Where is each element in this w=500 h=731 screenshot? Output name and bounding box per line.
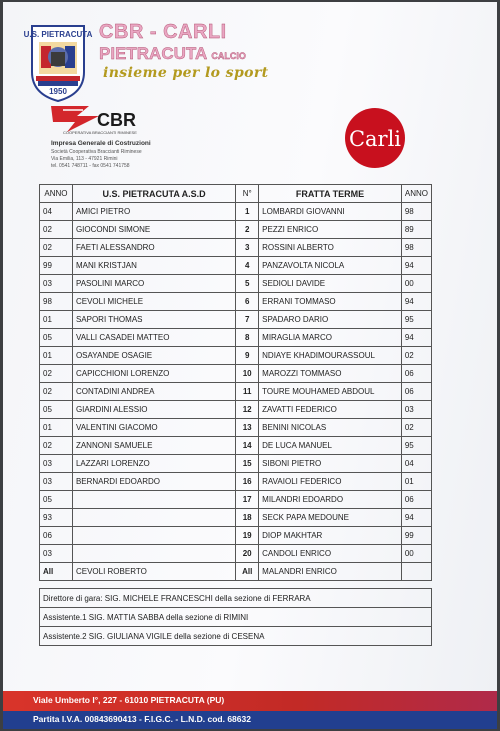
roster-body xyxy=(40,203,432,581)
cell-year-home: All xyxy=(40,563,73,581)
cell-number: 8 xyxy=(236,329,259,347)
table-row xyxy=(40,491,432,509)
cell-year-away: 00 xyxy=(401,275,431,293)
cell-number: 3 xyxy=(236,239,259,257)
cell-name-away: SECK PAPA MEDOUNE xyxy=(259,509,402,527)
header-year-away: ANNO xyxy=(401,185,431,203)
cell-name-away: MIRAGLIA MARCO xyxy=(259,329,402,347)
cbr-logo xyxy=(49,102,149,136)
cell-number: 14 xyxy=(236,437,259,455)
carli-logo xyxy=(340,107,410,169)
header-subtitle-main: PIETRACUTA xyxy=(99,44,207,63)
cell-year-away: 94 xyxy=(401,293,431,311)
cell-number: 17 xyxy=(236,491,259,509)
cell-name-away: ROSSINI ALBERTO xyxy=(259,239,402,257)
cbr-address xyxy=(51,149,142,170)
cell-year-home: 03 xyxy=(40,473,73,491)
cell-name-away: MAROZZI TOMMASO xyxy=(259,365,402,383)
cell-name-away: LOMBARDI GIOVANNI xyxy=(259,203,402,221)
cell-number: 6 xyxy=(236,293,259,311)
cell-year-home: 02 xyxy=(40,437,73,455)
header-motto: insieme per lo sport xyxy=(103,65,269,81)
table-row xyxy=(40,221,432,239)
cell-name-home: AMICI PIETRO xyxy=(72,203,235,221)
cell-name-away: TOURE MOUHAMED ABDOUL xyxy=(259,383,402,401)
cell-name-away: MALANDRI ENRICO xyxy=(259,563,402,581)
table-row xyxy=(40,419,432,437)
cell-year-home: 06 xyxy=(40,527,73,545)
cell-name-away: PEZZI ENRICO xyxy=(259,221,402,239)
cell-year-home: 02 xyxy=(40,239,73,257)
table-row xyxy=(40,275,432,293)
table-row xyxy=(40,401,432,419)
cell-year-home: 01 xyxy=(40,347,73,365)
cell-year-home: 01 xyxy=(40,311,73,329)
roster-table xyxy=(39,184,432,581)
cell-year-away: 02 xyxy=(401,419,431,437)
match-sheet xyxy=(3,2,497,729)
table-row xyxy=(40,437,432,455)
table-row xyxy=(40,455,432,473)
cell-name-home: OSAYANDE OSAGIE xyxy=(72,347,235,365)
crest-year: 1950 xyxy=(49,87,67,96)
cell-name-home: PASOLINI MARCO xyxy=(72,275,235,293)
cell-year-away: 06 xyxy=(401,491,431,509)
table-row xyxy=(40,311,432,329)
cell-number: All xyxy=(236,563,259,581)
header-subtitle-calcio: CALCIO xyxy=(211,51,246,61)
cell-name-home xyxy=(72,509,235,527)
officials-table xyxy=(39,588,432,646)
cell-name-home: GIOCONDI SIMONE xyxy=(72,221,235,239)
cbr-address-line: Via Emilia, 113 - 47921 Rimini xyxy=(51,156,118,162)
cbr-company: Impresa Generale di Costruzioni xyxy=(51,140,151,147)
cell-year-home: 05 xyxy=(40,329,73,347)
cell-number: 12 xyxy=(236,401,259,419)
cell-number: 13 xyxy=(236,419,259,437)
cell-year-away: 95 xyxy=(401,311,431,329)
table-row xyxy=(40,329,432,347)
cell-name-away: ZAVATTI FEDERICO xyxy=(259,401,402,419)
cell-number: 4 xyxy=(236,257,259,275)
cell-name-away: RAVAIOLI FEDERICO xyxy=(259,473,402,491)
cell-year-home: 93 xyxy=(40,509,73,527)
table-row xyxy=(40,239,432,257)
header-team-home: U.S. PIETRACUTA A.S.D xyxy=(72,185,235,203)
cell-name-home: BERNARDI EDOARDO xyxy=(72,473,235,491)
cell-year-home: 03 xyxy=(40,545,73,563)
cell-name-home xyxy=(72,491,235,509)
table-row xyxy=(40,509,432,527)
cell-year-home: 05 xyxy=(40,491,73,509)
cell-number: 5 xyxy=(236,275,259,293)
cell-name-home: SAPORI THOMAS xyxy=(72,311,235,329)
header-subtitle xyxy=(99,44,246,64)
header-number: N° xyxy=(236,185,259,203)
footer-vat: Partita I.V.A. 00843690413 - F.I.G.C. - L.N.D. cod. 68632 xyxy=(33,714,251,724)
header-team-away: FRATTA TERME xyxy=(259,185,402,203)
cell-year-home: 99 xyxy=(40,257,73,275)
table-row xyxy=(40,365,432,383)
cell-year-home: 02 xyxy=(40,221,73,239)
cell-name-home: CEVOLI MICHELE xyxy=(72,293,235,311)
cell-year-away: 98 xyxy=(401,203,431,221)
roster-header-row xyxy=(40,185,432,203)
cbr-address-line: tel. 0541 748711 - fax 0541 741758 xyxy=(51,163,130,169)
cell-name-home: CAPICCHIONI LORENZO xyxy=(72,365,235,383)
cbr-address-line: Società Cooperativa Braccianti Riminese xyxy=(51,149,142,155)
cbr-logo-text: CBR xyxy=(97,110,136,130)
table-row xyxy=(40,257,432,275)
official-assistant-1: Assistente.1 SIG. MATTIA SABBA della sezione di RIMINI xyxy=(40,608,432,627)
cell-name-away: SIBONI PIETRO xyxy=(259,455,402,473)
cell-name-home: VALENTINI GIACOMO xyxy=(72,419,235,437)
header-title: CBR - CARLI xyxy=(99,21,227,43)
cell-year-away: 04 xyxy=(401,455,431,473)
cell-year-home: 01 xyxy=(40,419,73,437)
cell-year-away: 94 xyxy=(401,329,431,347)
cell-number: 11 xyxy=(236,383,259,401)
crest-text: U.S. PIETRACUTA xyxy=(23,30,93,39)
cell-number: 16 xyxy=(236,473,259,491)
cell-name-away: ERRANI TOMMASO xyxy=(259,293,402,311)
cell-name-away: DE LUCA MANUEL xyxy=(259,437,402,455)
table-row xyxy=(40,203,432,221)
cell-year-away: 00 xyxy=(401,545,431,563)
table-row xyxy=(40,527,432,545)
cell-year-home: 05 xyxy=(40,401,73,419)
cell-name-home: VALLI CASADEI MATTEO xyxy=(72,329,235,347)
cell-number: 9 xyxy=(236,347,259,365)
cell-name-home xyxy=(72,527,235,545)
official-row xyxy=(40,589,432,608)
cell-number: 7 xyxy=(236,311,259,329)
cell-name-home xyxy=(72,545,235,563)
cell-year-away: 94 xyxy=(401,509,431,527)
cell-year-away: 89 xyxy=(401,221,431,239)
cell-name-away: CANDOLI ENRICO xyxy=(259,545,402,563)
cell-number: 15 xyxy=(236,455,259,473)
cell-name-home: GIARDINI ALESSIO xyxy=(72,401,235,419)
cell-name-away: MILANDRI EDOARDO xyxy=(259,491,402,509)
header-year-home: ANNO xyxy=(40,185,73,203)
cell-year-away: 06 xyxy=(401,365,431,383)
cell-year-away: 94 xyxy=(401,257,431,275)
cell-year-away: 95 xyxy=(401,437,431,455)
table-row xyxy=(40,383,432,401)
official-row xyxy=(40,608,432,627)
table-row xyxy=(40,293,432,311)
cell-number: 1 xyxy=(236,203,259,221)
club-crest-logo xyxy=(23,24,93,102)
cell-name-away: NDIAYE KHADIMOURASSOUL xyxy=(259,347,402,365)
cell-year-away: 03 xyxy=(401,401,431,419)
cell-name-home: LAZZARI LORENZO xyxy=(72,455,235,473)
cell-year-home: 98 xyxy=(40,293,73,311)
cell-number: 2 xyxy=(236,221,259,239)
cell-name-home: MANI KRISTJAN xyxy=(72,257,235,275)
official-assistant-2: Assistente.2 SIG. GIULIANA VIGILE della sezione di CESENA xyxy=(40,627,432,646)
cell-name-away: SEDIOLI DAVIDE xyxy=(259,275,402,293)
cell-name-away: SPADARO DARIO xyxy=(259,311,402,329)
cell-name-home: ZANNONI SAMUELE xyxy=(72,437,235,455)
official-row xyxy=(40,627,432,646)
cell-number: 20 xyxy=(236,545,259,563)
cell-number: 18 xyxy=(236,509,259,527)
cell-year-home: 04 xyxy=(40,203,73,221)
cbr-tagline: COOPERATIVA BRACCIANTI RIMINESE xyxy=(63,130,137,135)
cell-year-away: 99 xyxy=(401,527,431,545)
table-row xyxy=(40,347,432,365)
cell-number: 19 xyxy=(236,527,259,545)
cell-year-home: 03 xyxy=(40,455,73,473)
carli-logo-text: Carli xyxy=(348,127,402,151)
footer-address: Viale Umberto I°, 227 - 61010 PIETRACUTA (PU) xyxy=(33,695,225,705)
cell-year-home: 02 xyxy=(40,365,73,383)
cell-year-away: 01 xyxy=(401,473,431,491)
official-referee: Direttore di gara: SIG. MICHELE FRANCESCHI della sezione di FERRARA xyxy=(40,589,432,608)
cell-year-away: 02 xyxy=(401,347,431,365)
cell-number: 10 xyxy=(236,365,259,383)
table-row xyxy=(40,473,432,491)
cell-name-away: DIOP MAKHTAR xyxy=(259,527,402,545)
cell-name-home: FAETI ALESSANDRO xyxy=(72,239,235,257)
cell-name-home: CONTADINI ANDREA xyxy=(72,383,235,401)
table-row xyxy=(40,563,432,581)
cell-year-away: 06 xyxy=(401,383,431,401)
cell-year-away: 98 xyxy=(401,239,431,257)
cell-name-away: BENINI NICOLAS xyxy=(259,419,402,437)
cell-year-home: 02 xyxy=(40,383,73,401)
cell-year-home: 03 xyxy=(40,275,73,293)
cell-name-home: CEVOLI ROBERTO xyxy=(72,563,235,581)
table-row xyxy=(40,545,432,563)
cell-year-away xyxy=(401,563,431,581)
cell-name-away: PANZAVOLTA NICOLA xyxy=(259,257,402,275)
